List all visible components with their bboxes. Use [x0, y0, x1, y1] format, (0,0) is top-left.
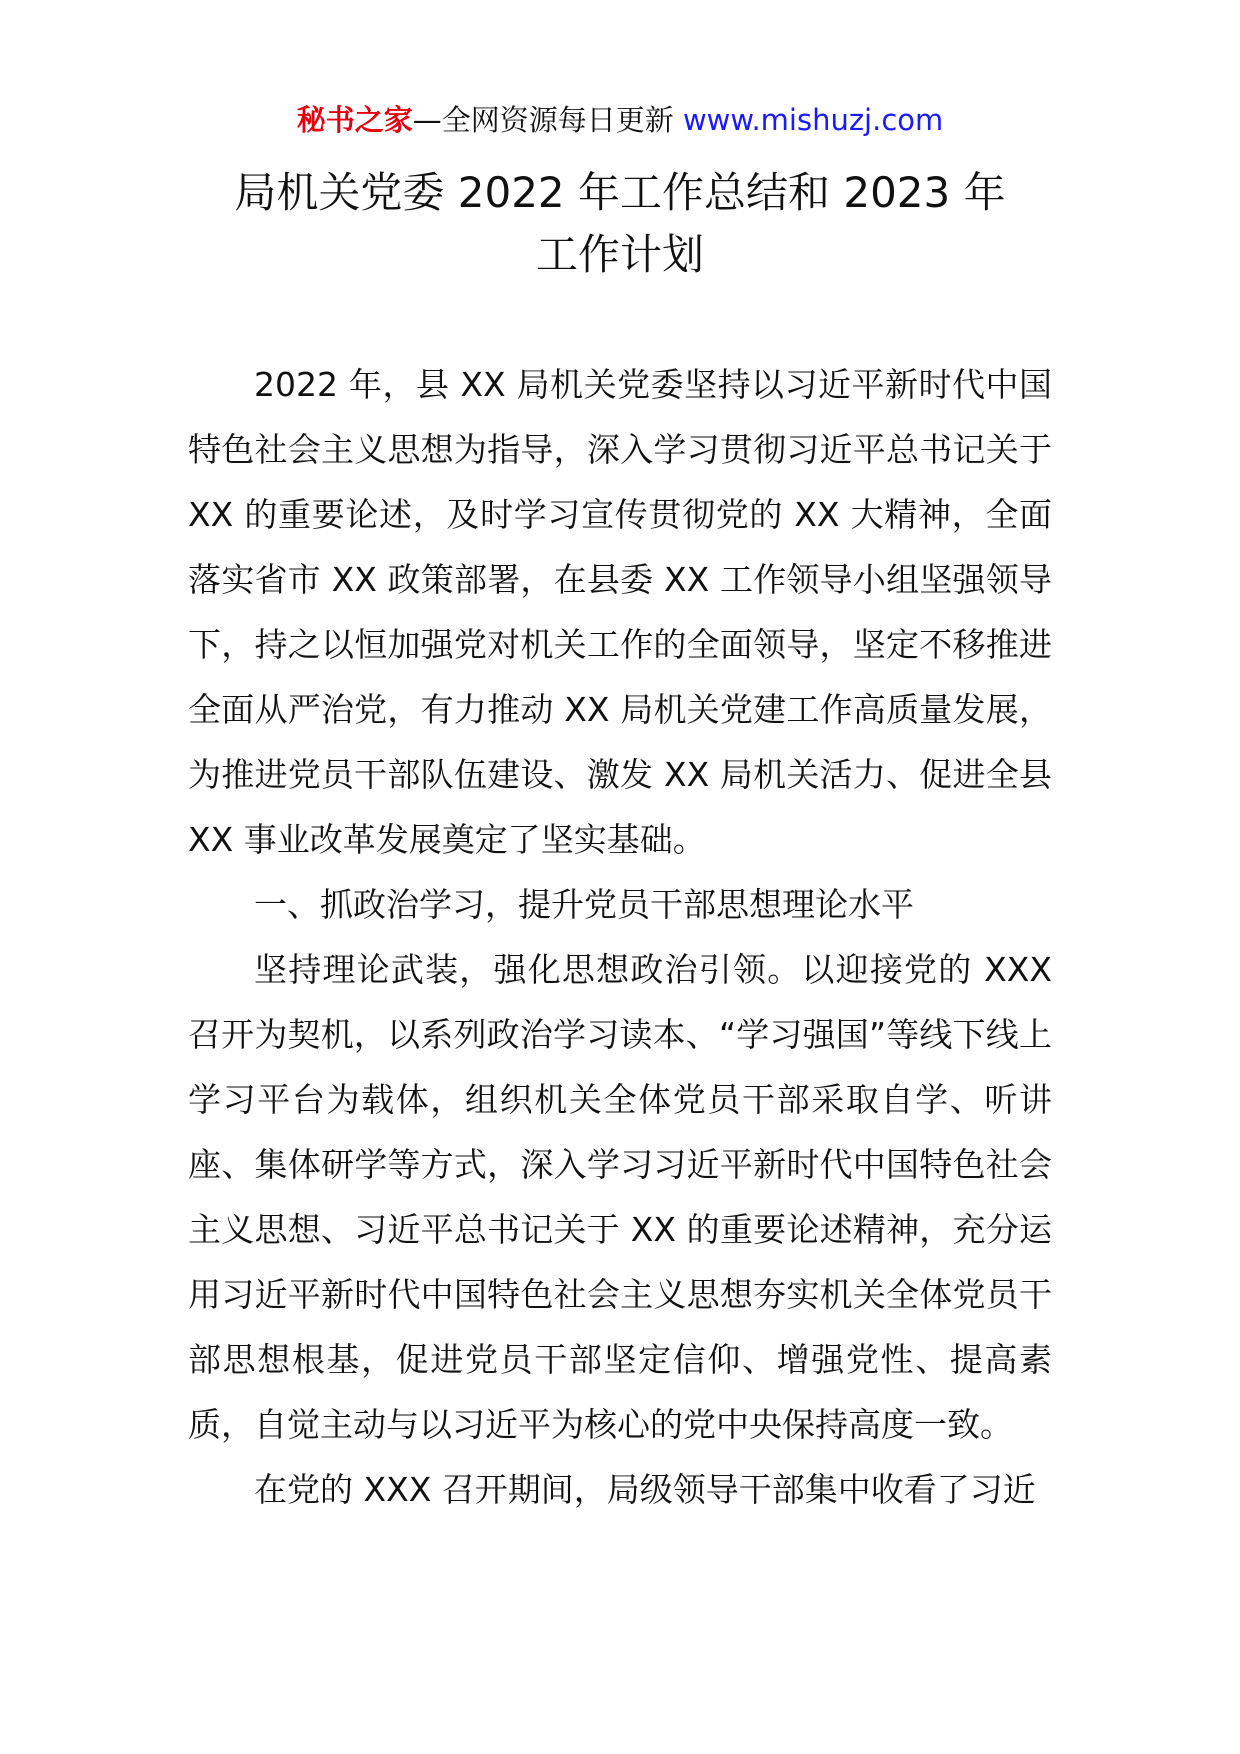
section-1-paragraph-1: 坚持理论武装，强化思想政治引领。以迎接党的 XXX 召开为契机，以系列政治学习读本、“学习强国”等线下线上学习平台为载体，组织机关全体党员干部采取自学、听讲座、集体研学等方式，深入学习习近平新时代中国特色社会主义思想、习近平总书记关于 XX 的重要论述精神，充分运用习近平新时代中国特色社会主义思想夯实机关全体党员干部思想根基，促进党员干部坚定信仰、增强党性、提高素质，自觉主动与以习近平为核心的党中央保持高度一致。	[188, 950, 1052, 1444]
site-url[interactable]: www.mishuzj.com	[682, 103, 944, 137]
intro-paragraph: 2022 年，县 XX 局机关党委坚持以习近平新时代中国特色社会主义思想为指导，深入学习贯彻习近平总书记关于 XX 的重要论述，及时学习宣传贯彻党的 XX 大精神，全面落实省市 XX 政策部署，在县委 XX 工作领导小组坚强领导下，持之以恒加强党对机关工作的全面领导，坚定不移推进全面从严治党，有力推动 XX 局机关党建工作高质量发展，为推进党员干部队伍建设、激发 XX 局机关活力、促进全县 XX 事业改革发展奠定了坚实基础。	[188, 365, 1052, 859]
header-tagline: —全网资源每日更新	[412, 103, 683, 137]
document-body	[188, 352, 1052, 1522]
title-line-1: 局机关党委 2022 年工作总结和 2023 年	[234, 168, 1006, 217]
document-title	[0, 162, 1240, 286]
title-line-2: 工作计划	[535, 230, 704, 279]
section-heading-1: 一、抓政治学习，提升党员干部思想理论水平	[254, 885, 914, 924]
section-1-paragraph-2: 在党的 XXX 召开期间，局级领导干部集中收看了习近	[254, 1470, 1036, 1509]
site-header	[0, 100, 1240, 140]
brand-name: 秘书之家	[296, 103, 413, 137]
